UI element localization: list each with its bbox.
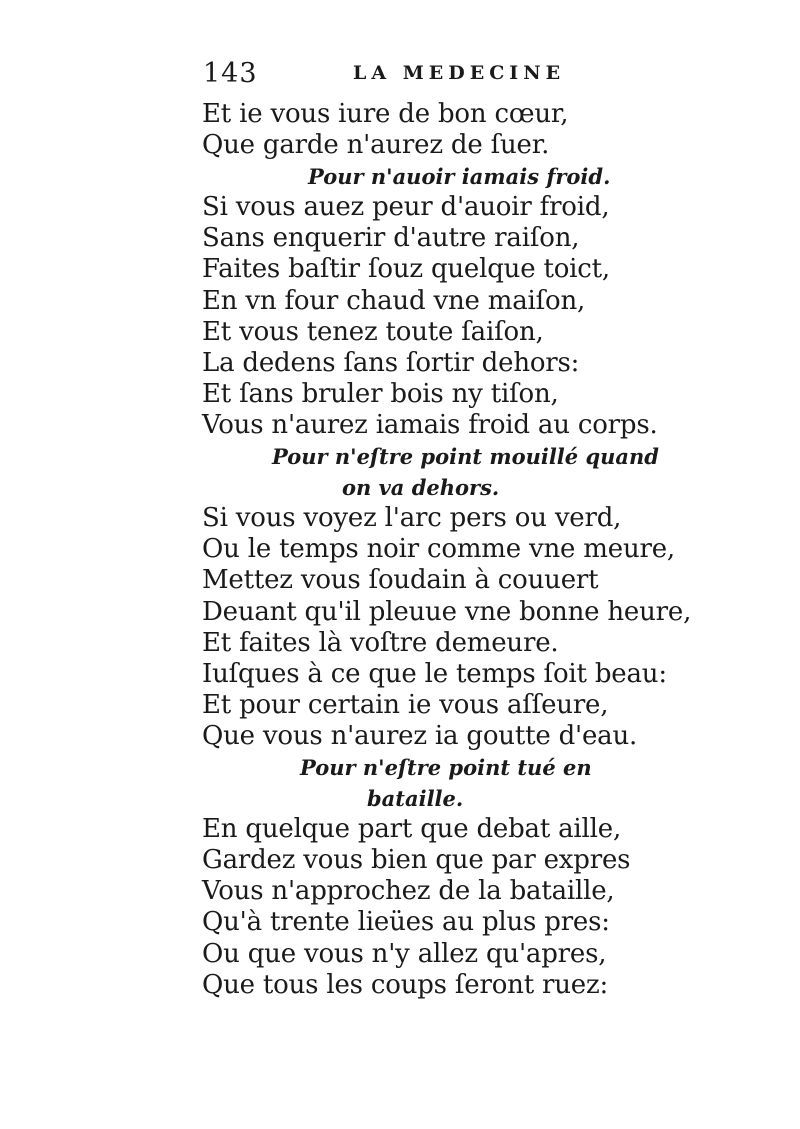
section-heading-continued: bataille. <box>367 786 464 812</box>
verse-line: Iuſques à ce que le temps ſoit beau: <box>202 658 667 689</box>
verse-line: Et vous tenez toute ſaiſon, <box>202 316 544 347</box>
verse-line: Si vous auez peur d'auoir froid, <box>202 192 610 223</box>
section-heading: Pour n'auoir iamais froid. <box>308 164 611 190</box>
verse-line: Ou que vous n'y allez qu'apres, <box>202 938 607 969</box>
verse-line: Qu'à trente lieües au plus pres: <box>202 907 610 938</box>
section-heading: Pour n'eſtre point mouillé quand <box>272 444 659 470</box>
verse-line: La dedens ſans ſortir dehors: <box>202 347 580 378</box>
verse-line: Vous n'aurez iamais froid au corps. <box>202 409 658 440</box>
poem-text <box>202 99 762 1001</box>
verse-line: Faites baſtir ſouz quelque toict, <box>202 254 610 285</box>
verse-line: Et pour certain ie vous aſſeure, <box>202 689 609 720</box>
verse-line: Gardez vous bien que par expres <box>202 845 631 876</box>
verse-line: Que garde n'aurez de ſuer. <box>202 130 550 161</box>
running-title: LA MEDECINE <box>353 62 566 84</box>
section-heading-continued: on va dehors. <box>342 475 500 501</box>
verse-line: Que vous n'aurez ia goutte d'eau. <box>202 720 638 751</box>
verse-line: Si vous voyez l'arc pers ou verd, <box>202 503 622 534</box>
verse-line: Vous n'approchez de la bataille, <box>202 876 615 907</box>
verse-line: En vn four chaud vne maiſon, <box>202 285 586 316</box>
verse-line: Et ie vous iure de bon cœur, <box>202 99 569 129</box>
verse-line: Ou le temps noir comme vne meure, <box>202 534 675 565</box>
running-head <box>203 58 583 92</box>
verse-line: Mettez vous ſoudain à couuert <box>202 565 599 596</box>
verse-line: Deuant qu'il pleuue vne bonne heure, <box>202 596 692 627</box>
verse-line: En quelque part que debat aille, <box>202 814 622 845</box>
section-heading: Pour n'eſtre point tué en <box>300 754 592 780</box>
verse-line: Sans enquerir d'autre raiſon, <box>202 223 580 254</box>
verse-line: Et ſans bruler bois ny tiſon, <box>202 378 559 409</box>
verse-line: Que tous les coups ſeront ruez: <box>202 969 609 1000</box>
verse-line: Et faites là voſtre demeure. <box>202 627 559 658</box>
page-number: 143 <box>203 58 258 89</box>
